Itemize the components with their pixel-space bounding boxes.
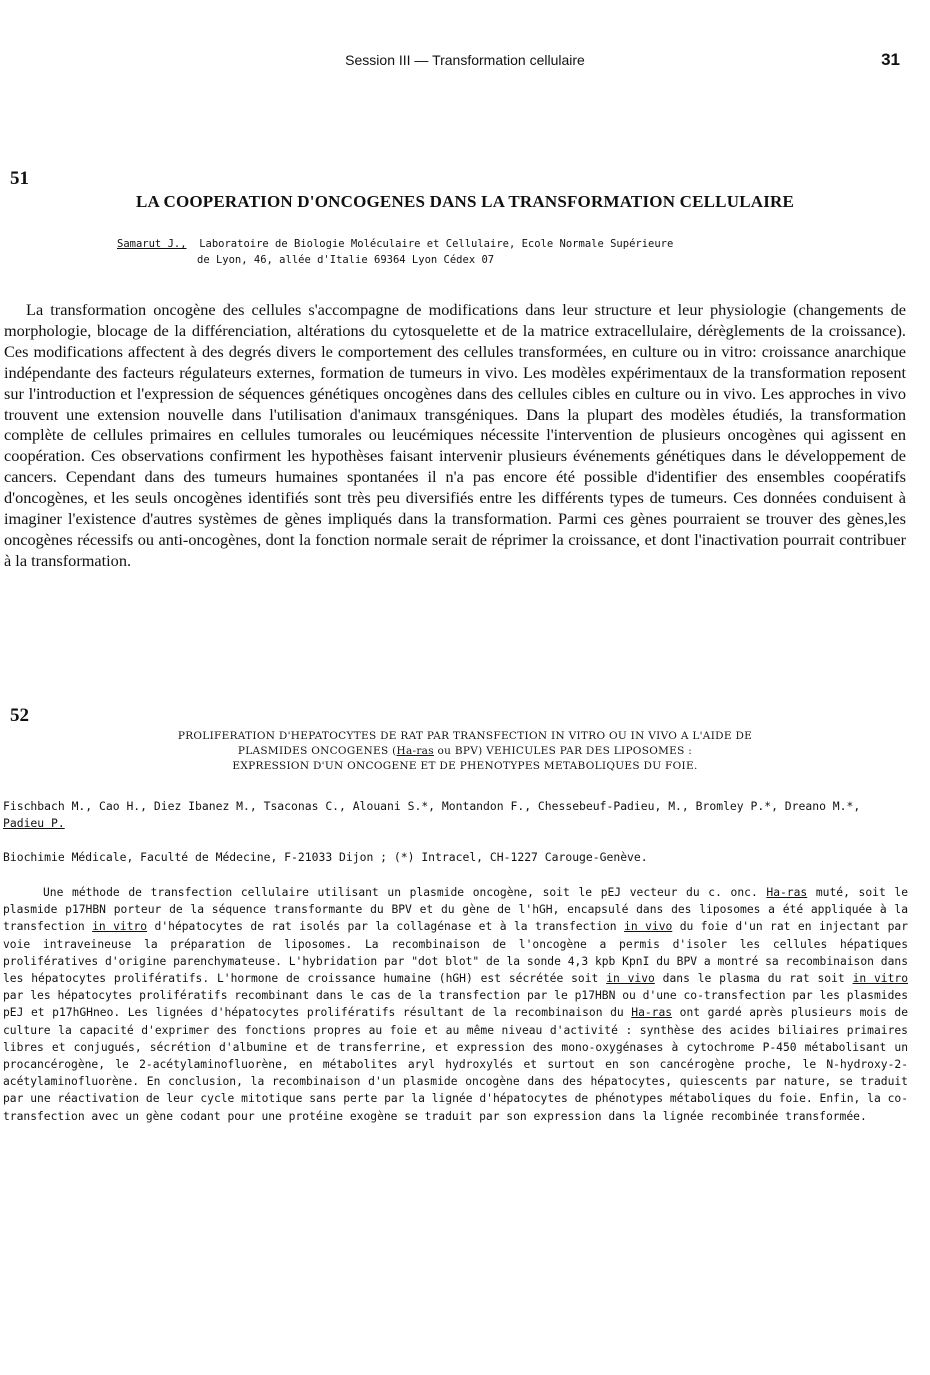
abstract-title-51: LA COOPERATION D'ONCOGENES DANS LA TRANSFORMATION CELLULAIRE: [135, 192, 795, 211]
in-vivo-term: in vivo: [606, 972, 655, 986]
abstract-title-52: [0, 729, 930, 774]
body-text: par les hépatocytes prolifératifs recombinant dans le cas de la transfection par le p17HBN ou d'une co-transfection par les plasmides pEJ et p17hGHneo. Les lignées d'hépatocytes prolifératifs résultant de la recombinaison du: [3, 989, 908, 1020]
body-text: ont gardé après plusieurs mois de culture la capacité d'exprimer des fonctions propres au foie et au même niveau d'activité : synthèse des acides biliaires primaires libres et conjugués, sécrétion d'albumine et de transferrine, et expression des mono-oxygénases à cytochrome P-450 métabolisant un procancérogène, le 2-acétylaminofluorène, en métabolites aryl hydroxylés et surtout en son cancérogène proche, le N-hydroxy-2-acétylaminofluorène. En conclusion, la recombinaison d'un plasmide oncogène dans des hépatocytes, quiescents par nature, se traduit par une réactivation de leur cycle mitotique sans perte par la lignée d'hépatocytes de phénotypes métaboliques du foie. Enfin, la co-transfection avec un gène codant pour une protéine exogène se traduit par son expression dans la lignée recombinée transformée.: [3, 1006, 908, 1123]
abstract-body-51: La transformation oncogène des cellules s'accompagne de modifications dans leur structure et leur physiologie (changements de morphologie, blocage de la différenciation, altérations du cytosquelette et de la matrice extracellulaire, dérèglements de la croissance). Ces modifications affectent à des degrés divers le comportement des cellules transformées, en culture ou in vitro: croissance anarchique indépendante des facteurs régulateurs externes, formation de tumeurs in vivo. Les modèles expérimentaux de la transformation reposent sur l'introduction et l'expression de séquences génétiques oncogènes dans des cellules cibles en culture ou in vivo. Les approches in vivo trouvent une extension nouvelle dans l'utilisation d'animaux transgéniques. Dans la plupart des modèles étudiés, la transformation complète de cellules primaires en cellules tumorales ou leucémiques nécessite l'intervention de plusieurs oncogènes qui agissent en coopération. Ces observations confirment les hypothèses faisant intervenir plusieurs événements génétiques dans le développement de cancers. Cependant dans des tumeurs humaines spontanées il n'a pas encore été possible d'identifier des ensembles coopératifs d'oncogènes, et les seuls oncogènes identifiés sont très peu diversifiés entre les différents types de tumeurs. Ces données conduisent à imaginer l'existence d'autres systèmes de gènes impliqués dans la transformation. Parmi ces gènes pourraient se trouver des gènes,les oncogènes récessifs ou anti-oncogènes, dont la fonction normale serait de réprimer la croissance, et dont l'inactivation pourrait contribuer à la transformation.: [4, 300, 906, 570]
in-vitro-term: in vitro: [852, 972, 909, 986]
gene-name: Ha-ras: [766, 886, 808, 899]
in-vitro-term: in vitro: [92, 920, 148, 934]
title-line-3: EXPRESSION D'UN ONCOGENE ET DE PHENOTYPES METABOLIQUES DU FOIE.: [232, 760, 698, 772]
title-line-2: [0, 744, 930, 759]
running-header: Session III — Transformation cellulaire: [345, 52, 585, 68]
abstract-number-51: 51: [10, 168, 29, 189]
body-text: dans le plasma du rat soit: [654, 972, 853, 986]
body-text: d'hépatocytes de rat isolés par la collagénase et à la transfection: [147, 920, 625, 934]
gene-name: Ha-ras: [631, 1006, 673, 1020]
authors: Fischbach M., Cao H., Diez Ibanez M., Tsaconas C., Alouani S.*, Montandon F., Chessebeuf-Padieu, M., Bromley P.*, Dreano M.*,: [3, 799, 861, 813]
affiliation-line-1: Laboratoire de Biologie Moléculaire et Cellulaire, Ecole Normale Supérieure: [199, 238, 674, 250]
gene-name: Ha-ras: [396, 745, 434, 757]
title-line-1: PROLIFERATION D'HEPATOCYTES DE RAT PAR TRANSFECTION IN VITRO OU IN VIVO A L'AIDE DE: [177, 730, 753, 742]
author-list-52: [3, 798, 908, 832]
abstract-number-52: 52: [10, 705, 29, 726]
body-text: Une méthode de transfection cellulaire utilisant un plasmide oncogène, soit le pEJ vecteur du c. onc.: [43, 886, 767, 899]
author-affiliation-51: [117, 236, 673, 268]
title-line-2-start: PLASMIDES ONCOGENES (: [237, 745, 397, 757]
institution-52: Biochimie Médicale, Faculté de Médecine, F-21033 Dijon ; (*) Intracel, CH-1227 Carouge-Genève.: [3, 850, 648, 864]
body-text: du foie d'un rat en injectant par voie intraveineuse la préparation de liposomes. La recombinaison de l'oncogène a permis d'isoler les cellules hépatiques prolifératives d'origine parenchymateuse. L'hybridation par "dot blot" de la sonde 4,3 kpb KpnI du BPV a montré sa recombinaison dans les hépatocytes prolifératifs. L'hormone de croissance humaine (hGH) est sécrétée soit: [3, 920, 908, 986]
abstract-body-52: [3, 884, 908, 1125]
title-line-2-end: ou BPV) VEHICULES PAR DES LIPOSOMES :: [433, 745, 693, 757]
author-name: Samarut J.,: [117, 238, 187, 250]
in-vivo-term: in vivo: [624, 920, 673, 934]
page-number: 31: [881, 50, 900, 69]
body-text: muté, soit le plasmide p17HBN porteur de la séquence transformante du BPV et du gène de l'hGH, encapsulé dans des liposomes a été appliquée à la transfection: [3, 886, 909, 934]
affiliation-line-2: de Lyon, 46, allée d'Italie 69364 Lyon Cédex 07: [197, 254, 495, 266]
presenting-author: Padieu P.: [3, 816, 65, 830]
